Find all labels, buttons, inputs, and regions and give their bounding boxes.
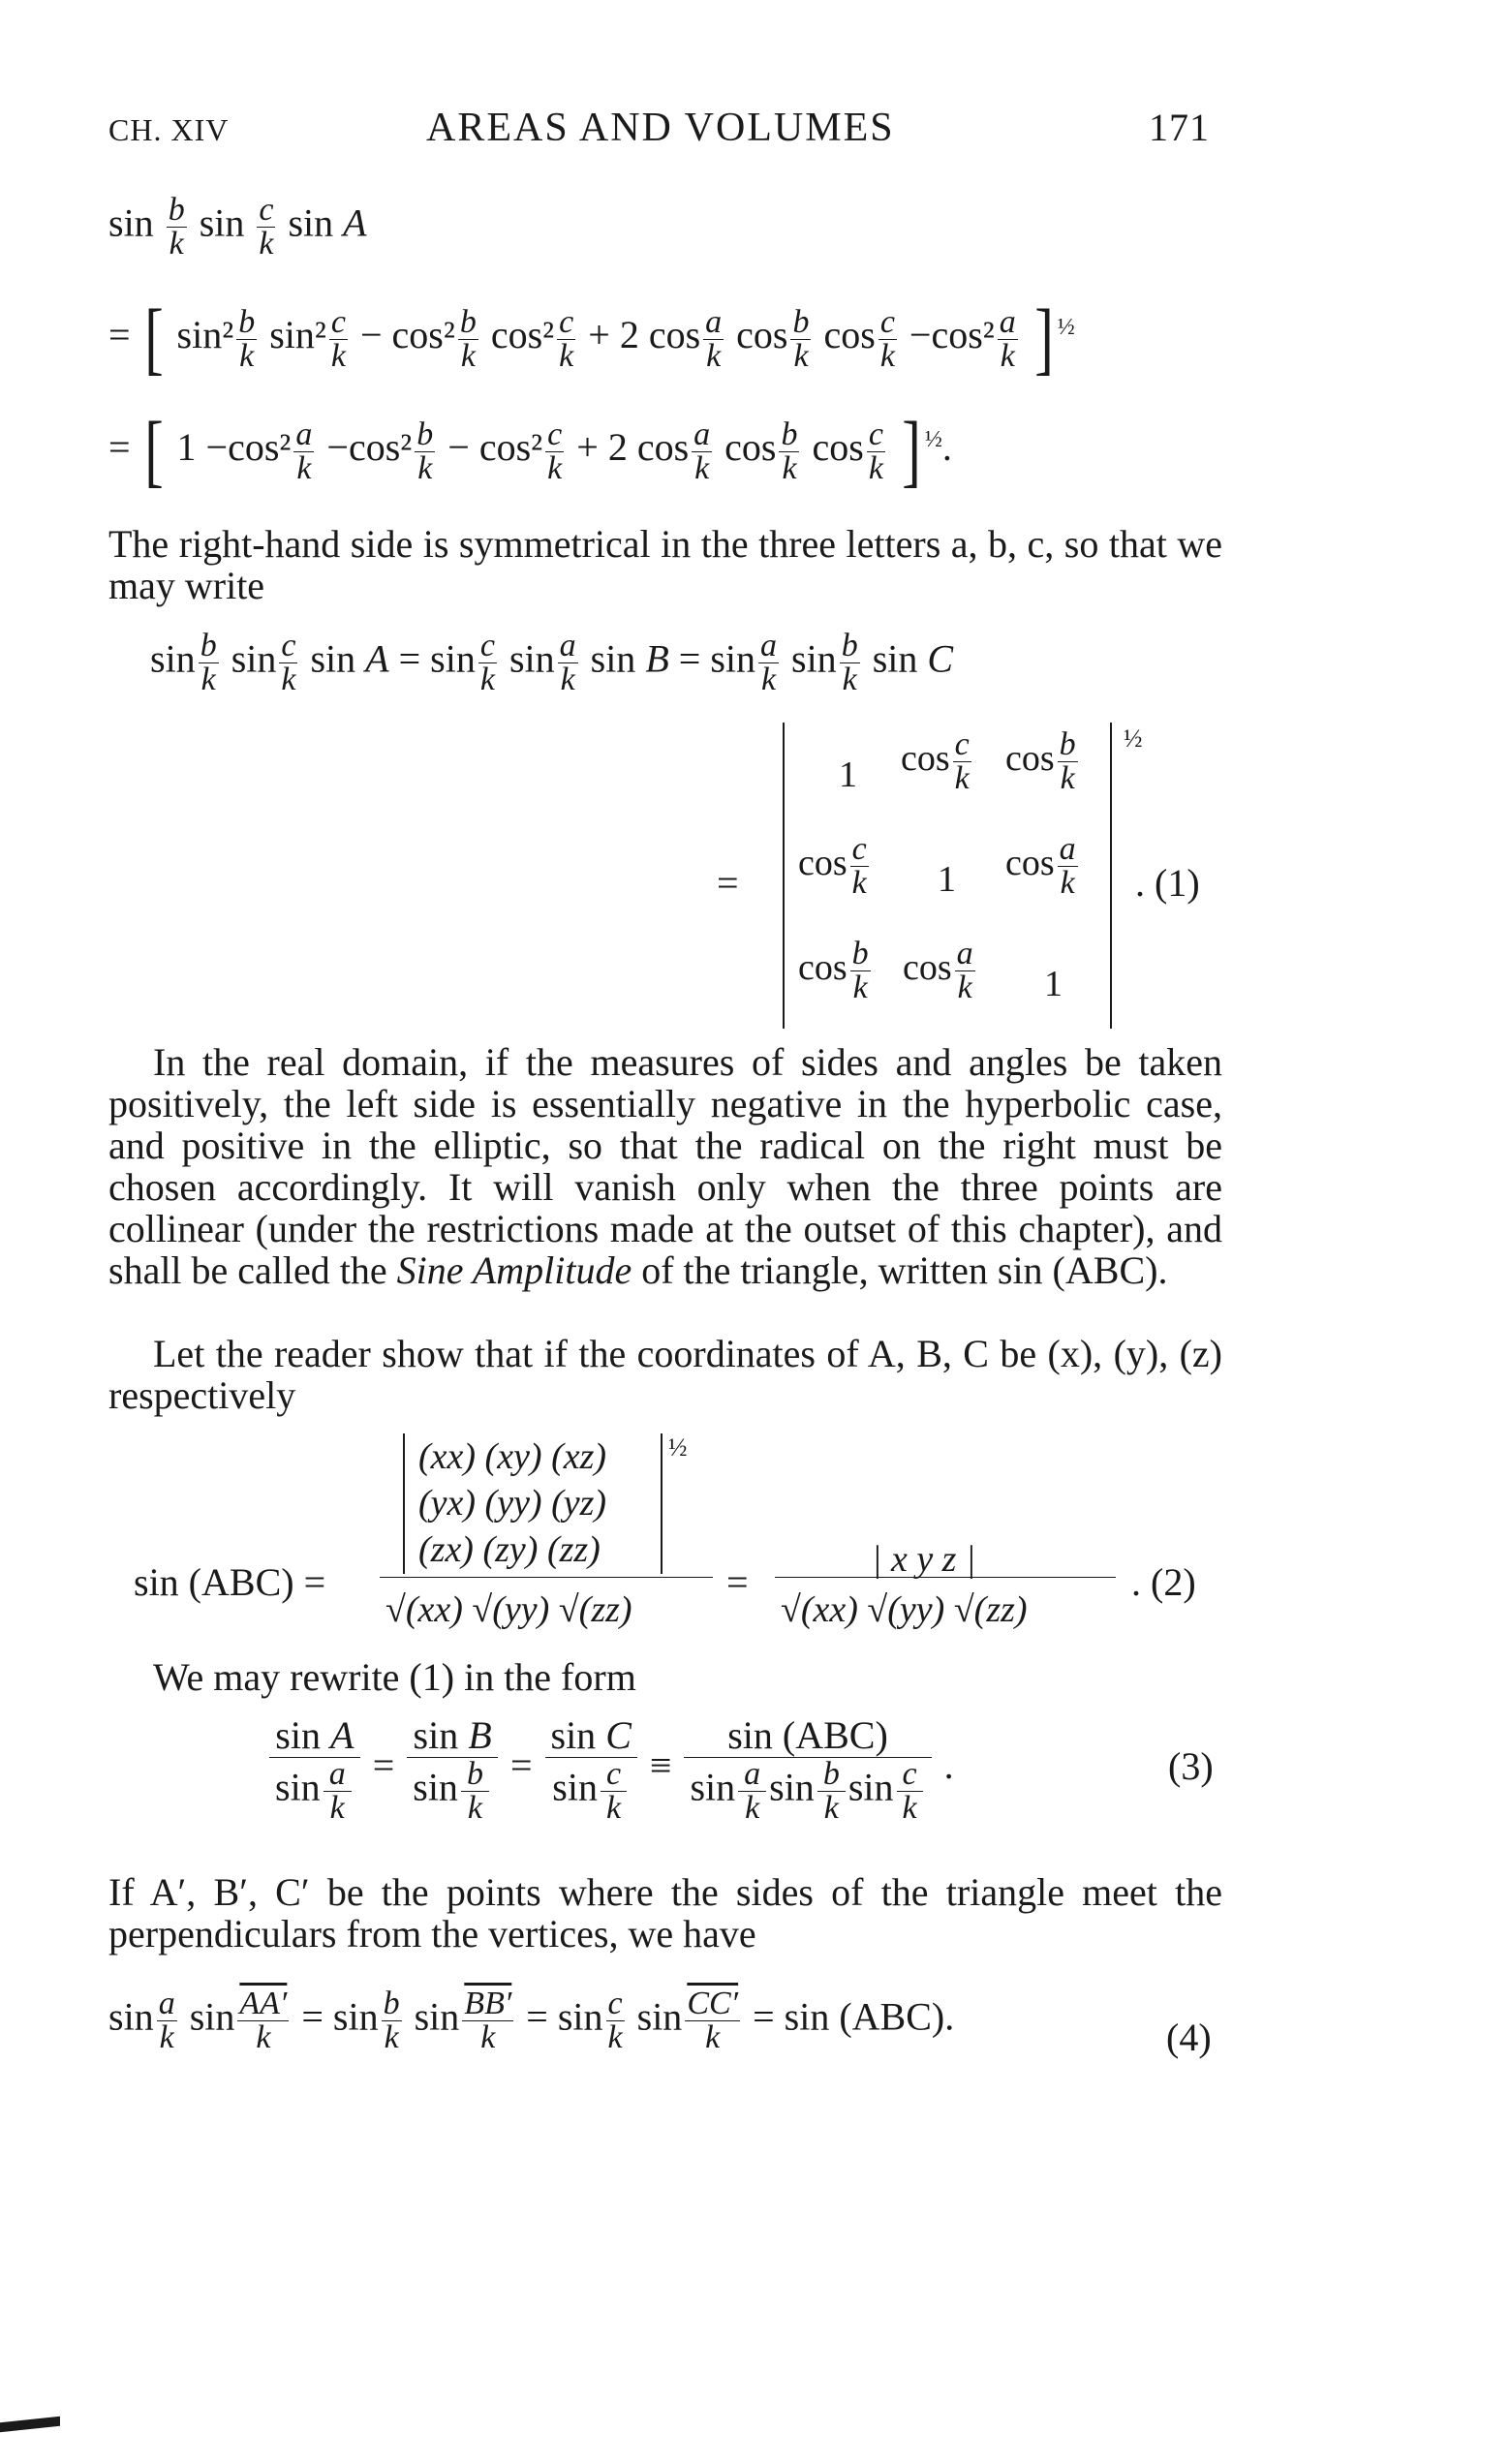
- fraction-bar-2a: [380, 1577, 713, 1578]
- equation-4: sin $\frac{a}{k}$ sin $\frac{AA'}{k}$ = sin $\frac{b}{k}$ sin $\frac{BB'}{k}$ = sin $\frac{c}{k}$ sin $\frac{CC'}{k}$ = sin (ABC).: [108, 1986, 955, 2055]
- paragraph-perpendiculars: If A′, B′, C′ be the points where the sides of the triangle meet the perpendiculars from the vertices, we have: [108, 1870, 1222, 1956]
- equation-number-1: . (1): [1135, 861, 1200, 905]
- eq2-lhs: sin (ABC) =: [134, 1560, 326, 1604]
- term-sine-amplitude: Sine Amplitude: [396, 1248, 632, 1292]
- det2-exponent: ½: [668, 1433, 688, 1462]
- paragraph-rewrite: We may rewrite (1) in the form: [153, 1655, 636, 1699]
- running-title: AREAS AND VOLUMES: [426, 106, 895, 150]
- equation-number-3: (3): [1168, 1744, 1214, 1788]
- fraction: $\frac{c}{k}$: [259, 192, 274, 262]
- paragraph-real-domain: In the real domain, if the measures of sides and angles be taken positively, the left side is essentially negative in the hyperbolic case, and positive in the elliptic, so that the radical on the right must be chosen accordingly. It will vanish only when the three points are collinear (under the restrictions made at the outset of this chapter), and shall be called the Sine Amplitude of the triangle, written sin (ABC).: [108, 1040, 1222, 1292]
- eq2-denominator-1: √(xx) √(yy) √(zz): [385, 1589, 632, 1630]
- scan-edge-mark: [0, 2417, 60, 2433]
- left-bracket: [: [143, 406, 164, 496]
- paragraph-symmetry: The right-hand side is symmetrical in the three letters a, b, c, so that we may write: [108, 522, 1222, 607]
- right-bracket: ]: [1033, 293, 1054, 384]
- fraction-bar-2b: [775, 1577, 1116, 1578]
- equation-line-2: = [ sin² $\frac{b}{k}$ sin² $\frac{c}{k}$ − cos² $\frac{b}{k}$ cos² $\frac{c}{k}$ + 2 cos $\frac{a}{k}$ cos $\frac{b}{k}$ cos $\frac{c}{k}$ −cos² $\frac{a}{k}$ ] $^{\frac{1}{2}}$: [108, 293, 1075, 384]
- equation-line-1: [108, 194, 367, 261]
- chapter-label: CH. XIV: [108, 112, 230, 147]
- equation-line-3: = [ 1 −cos² $\frac{a}{k}$ −cos² $\frac{b}{k}$ − cos² $\frac{c}{k}$ + 2 cos $\frac{a}{k}$ cos $\frac{b}{k}$ cos $\frac{c}{k}$ ] $^{\frac{1}{2}}$.: [108, 406, 952, 496]
- eq2-numerator-2: | x y z |: [872, 1539, 976, 1580]
- page-number: 171: [1149, 106, 1210, 149]
- determinant-2: (xx) (xy) (xz) (yx) (yy) (yz) (zx) (zy) (zz): [403, 1433, 663, 1574]
- var-A: A: [343, 200, 367, 245]
- determinant-1: 1 cos $\frac{c}{k}$ cos $\frac{b}{k}$ cos $\frac{c}{k}$ 1 cos $\frac{a}{k}$ cos $\frac{b}{k}$ cos $\frac{a}{k}$ 1: [783, 723, 1112, 1029]
- fn-sin: sin: [199, 200, 245, 245]
- equation-3: sin A sin $\frac{a}{k}$ = sin B sin $\frac{b}{k}$ = sin C sin $\frac{c}{k}$ ≡ sin (ABC) sin $\frac{a}{k}$ sin $\frac{b}{k}$ sin $\frac{c}{k}$ .: [266, 1714, 954, 1825]
- det-exponent: ½: [1124, 724, 1143, 753]
- fn-sin: sin: [288, 200, 334, 245]
- eq2-denominator-2: √(xx) √(yy) √(zz): [781, 1589, 1028, 1630]
- fn-sin: sin: [108, 200, 154, 245]
- equation-number-4: (4): [1166, 2016, 1212, 2059]
- equation-line-symmetric: sin $\frac{b}{k}$ sin $\frac{c}{k}$ sin A = sin $\frac{c}{k}$ sin $\frac{a}{k}$ sin B = sin $\frac{a}{k}$ sin $\frac{b}{k}$ sin C: [150, 628, 954, 697]
- eq2-equals: =: [726, 1560, 749, 1604]
- paragraph-coordinates: Let the reader show that if the coordinates of A, B, C be (x), (y), (z) respectively: [108, 1332, 1222, 1417]
- fraction: $\frac{b}{k}$: [168, 192, 185, 262]
- right-bracket: ]: [902, 406, 921, 496]
- equation-number-2: . (2): [1131, 1560, 1196, 1604]
- det-equals: =: [717, 861, 739, 905]
- left-bracket: [: [143, 293, 164, 384]
